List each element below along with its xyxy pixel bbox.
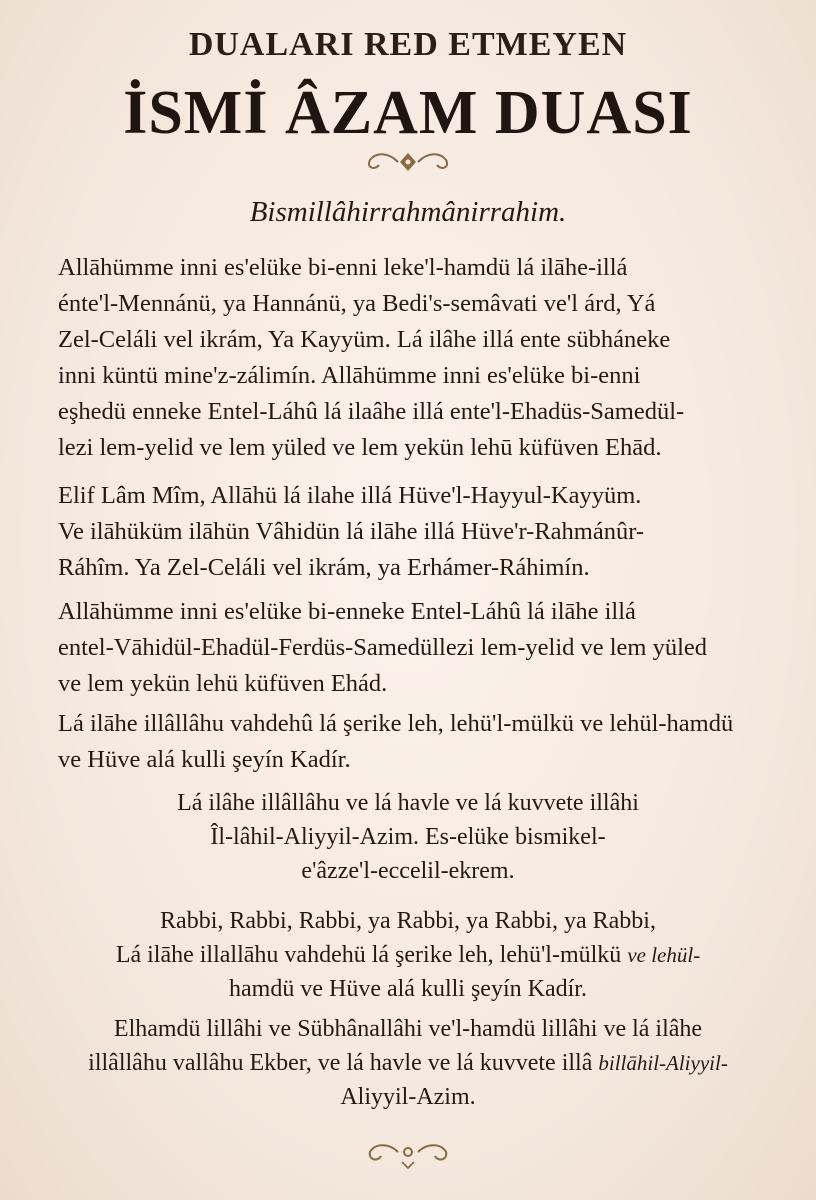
text-line: Lá ilâhe illâllâhu ve lá havle ve lá kuvvete illâhi — [177, 790, 639, 816]
text-line: eşhedü enneke Entel-Láhû lá ilaâhe illá ente'l-Ehadüs-Samedül- — [58, 398, 685, 425]
text-line: Zel-Celáli vel ikrám, Ya Kayyüm. Lá ilâhe illá ente sübháneke — [58, 326, 671, 353]
text-line: inni küntü mine'z-zálimín. Allāhümme inni es'elüke bi-enni — [58, 362, 641, 389]
text-line: Elif Lâm Mîm, Allāhü lá ilahe illá Hüve'l-Hayyul-Kayyüm. — [58, 482, 642, 509]
centered-block-1 — [40, 786, 776, 888]
text-line: hamdü ve Hüve alá kulli şeyín Kadír. — [229, 976, 587, 1002]
text-line: Elhamdü lillâhi ve Sübhânallâhi ve'l-hamdü lillâhi ve lá ilâhe — [113, 1016, 703, 1042]
italic-segment: ve lehül- — [627, 943, 701, 967]
page-title: İSMİ ÂZAM DUASI — [123, 79, 693, 147]
text-line: lezi lem-yelid ve lem yüled ve lem yekün lehū küfüven Ehād. — [58, 434, 662, 461]
paragraph-3 — [58, 594, 778, 702]
italic-segment: billāhil-Aliyyil- — [598, 1051, 728, 1075]
text-line: e'âzze'l-eccelil-ekrem. — [301, 858, 515, 884]
text-line: énte'l-Mennánü, ya Hannánü, ya Bedi's-semâvati ve'l árd, Yá — [58, 290, 656, 317]
paragraph-1 — [58, 250, 778, 466]
text-line: ve Hüve alá kulli şeyín Kadír. — [58, 746, 351, 773]
text-line: Ve ilāhüküm ilāhün Vâhidün lá ilāhe illá Hüve'r-Rahmánûr- — [58, 518, 645, 545]
text-line: Rabbi, Rabbi, Rabbi, ya Rabbi, ya Rabbi, ya Rabbi, — [160, 908, 656, 934]
text-line: Lá ilāhe illâllâhu vahdehû lá şerike leh, lehü'l-mülkü ve lehül-hamdü — [58, 710, 734, 737]
paragraph-4 — [58, 706, 778, 778]
text-line: Îl-lâhil-Aliyyil-Azim. Es-elüke bismikel- — [210, 824, 606, 850]
text-segment: Lá ilāhe illallāhu vahdehü lá şerike leh, lehü'l-mülkü — [115, 942, 628, 968]
paragraph-2 — [58, 478, 778, 586]
text-line — [40, 938, 776, 972]
centered-block-3 — [40, 1012, 776, 1114]
text-line: Aliyyil-Azim. — [340, 1084, 476, 1110]
text-line: Ráhîm. Ya Zel-Celáli vel ikrám, ya Erhámer-Ráhimín. — [58, 554, 590, 581]
text-line — [40, 1046, 776, 1080]
divider-ornament-top — [148, 147, 668, 177]
text-segment: illâllâhu vallâhu Ekber, ve lá havle ve lá kuvvete illâ — [88, 1050, 599, 1076]
bismillah-heading: Bismillâhirrahmânirrahim. — [249, 196, 567, 228]
page-subtitle: DUALARI RED ETMEYEN — [188, 26, 628, 63]
text-line: ve lem yekün lehü küfüven Ehád. — [58, 670, 388, 697]
divider-ornament-bottom — [148, 1140, 668, 1170]
text-line: entel-Vāhidül-Ehadül-Ferdüs-Samedüllezi lem-yelid ve lem yüled — [58, 634, 708, 661]
centered-block-2 — [40, 904, 776, 1006]
text-line: Allāhümme inni es'elüke bi-enni leke'l-hamdü lá ilāhe-illá — [58, 254, 628, 281]
text-line: Allāhümme inni es'elüke bi-enneke Entel-Láhû lá ilāhe illá — [58, 598, 636, 625]
